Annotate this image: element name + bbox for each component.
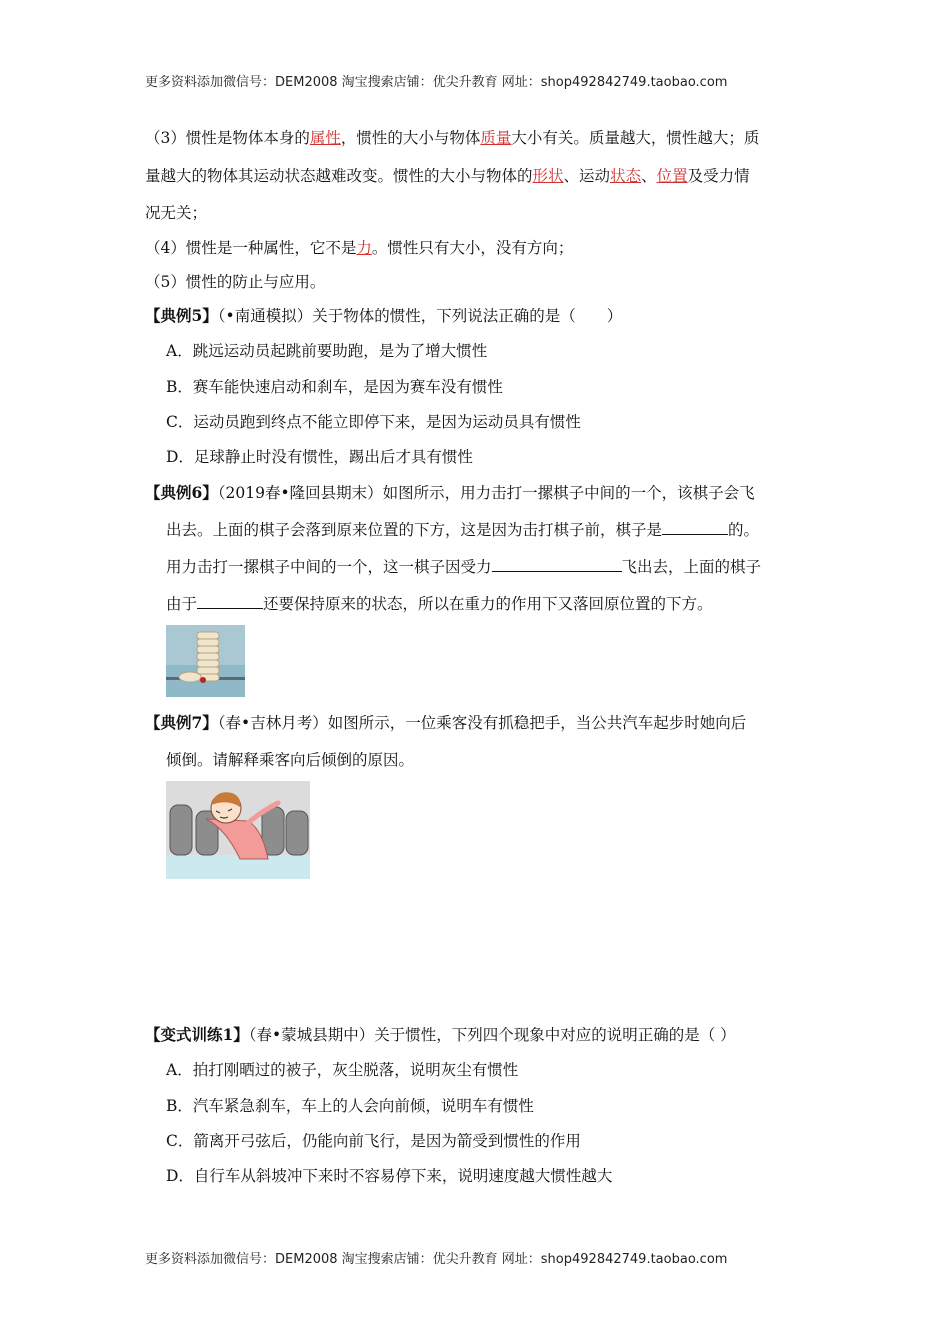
text: 用力击打一摞棋子中间的一个，这一棋子因受力 xyxy=(166,558,492,576)
text: （•南通模拟）关于物体的惯性，下列说法正确的是（ ） xyxy=(217,307,623,325)
flying-chess-piece xyxy=(179,672,201,682)
text: 由于 xyxy=(166,595,198,613)
paragraph-3-line-2 xyxy=(145,166,750,186)
example-6-line-3 xyxy=(166,557,761,577)
text: 出去。上面的棋子会落到原来位置的下方，这是因为击打棋子前，棋子是 xyxy=(166,521,663,539)
text: 还要保持原来的状态，所以在重力的作用下又落回原位置的下方。 xyxy=(263,595,713,613)
text: 。惯性只有大小，没有方向； xyxy=(371,239,574,257)
text: 、运动 xyxy=(563,167,611,185)
text: （4）惯性是一种属性，它不是 xyxy=(145,239,357,257)
text: 量越大的物体其运动状态越难改变。惯性的大小与物体的 xyxy=(145,167,533,185)
option-a: A．跳远运动员起跳前要助跑，是为了增大惯性 xyxy=(166,342,488,360)
option-a: A．拍打刚晒过的被子，灰尘脱落，说明灰尘有惯性 xyxy=(166,1061,519,1079)
option-d: D．足球静止时没有惯性，踢出后才具有惯性 xyxy=(166,448,473,466)
example-tag: 【典例5】 xyxy=(145,306,218,325)
example-7-line-1 xyxy=(145,713,746,733)
text: （春•吉林月考）如图所示，一位乘客没有抓稳把手，当公共汽车起步时她向后 xyxy=(217,714,747,732)
text: （春•蒙城县期中）关于惯性，下列四个现象中对应的说明正确的是（ ） xyxy=(248,1026,736,1044)
page-header: 更多资料添加微信号：DEM2008 淘宝搜索店铺：优尖升教育 网址：shop492842749.taobao.com xyxy=(145,75,728,90)
chess-stack-figure xyxy=(166,625,245,697)
answer-blank[interactable] xyxy=(492,557,622,572)
paragraph-5: （5）惯性的防止与应用。 xyxy=(145,273,326,291)
text: 、 xyxy=(641,167,657,185)
option-b: B．汽车紧急刹车，车上的人会向前倾，说明车有惯性 xyxy=(166,1097,534,1115)
answer-underline: 力 xyxy=(356,239,372,257)
option-c: C．运动员跑到终点不能立即停下来，是因为运动员具有惯性 xyxy=(166,413,581,431)
example-7-line-2: 倾倒。请解释乘客向后倾倒的原因。 xyxy=(166,751,415,769)
option-c: C．箭离开弓弦后，仍能向前飞行，是因为箭受到惯性的作用 xyxy=(166,1132,581,1150)
option-b: B．赛车能快速启动和刹车，是因为赛车没有惯性 xyxy=(166,378,503,396)
text: （2019春•隆回县期末）如图所示，用力击打一摞棋子中间的一个，该棋子会飞 xyxy=(217,484,755,502)
answer-underline: 形状 xyxy=(532,167,564,185)
example-tag: 【典例6】 xyxy=(145,483,218,502)
paragraph-3-line-3: 况无关； xyxy=(145,204,208,222)
variant-1-stem xyxy=(145,1025,736,1045)
example-6-line-4 xyxy=(166,594,713,614)
answer-blank[interactable] xyxy=(662,520,728,535)
example-6-line-2 xyxy=(166,520,759,540)
chess-mark xyxy=(200,677,206,683)
bus-passenger-figure xyxy=(166,781,310,879)
paragraph-3-line-1 xyxy=(145,128,759,148)
text: 大小有关。质量越大，惯性越大；质 xyxy=(511,129,760,147)
option-d: D．自行车从斜坡冲下来时不容易停下来，说明速度越大惯性越大 xyxy=(166,1167,613,1185)
answer-underline: 属性 xyxy=(309,129,341,147)
text: 飞出去，上面的棋子 xyxy=(621,558,762,576)
stacked-chess-pieces xyxy=(197,632,219,681)
answer-underline: 质量 xyxy=(480,129,512,147)
example-tag: 【变式训练1】 xyxy=(145,1025,249,1044)
text: 及受力情 xyxy=(687,167,750,185)
example-6-line-1 xyxy=(145,483,755,503)
page-footer: 更多资料添加微信号：DEM2008 淘宝搜索店铺：优尖升教育 网址：shop492842749.taobao.com xyxy=(145,1252,728,1267)
text: 的。 xyxy=(728,521,760,539)
bus-floor xyxy=(166,855,310,879)
answer-underline: 位置 xyxy=(656,167,688,185)
answer-underline: 状态 xyxy=(610,167,642,185)
text: （3）惯性是物体本身的 xyxy=(145,129,310,147)
example-5-stem xyxy=(145,306,622,326)
text: ，惯性的大小与物体 xyxy=(340,129,481,147)
paragraph-4 xyxy=(145,238,573,258)
answer-blank[interactable] xyxy=(197,594,263,609)
example-tag: 【典例7】 xyxy=(145,713,218,732)
